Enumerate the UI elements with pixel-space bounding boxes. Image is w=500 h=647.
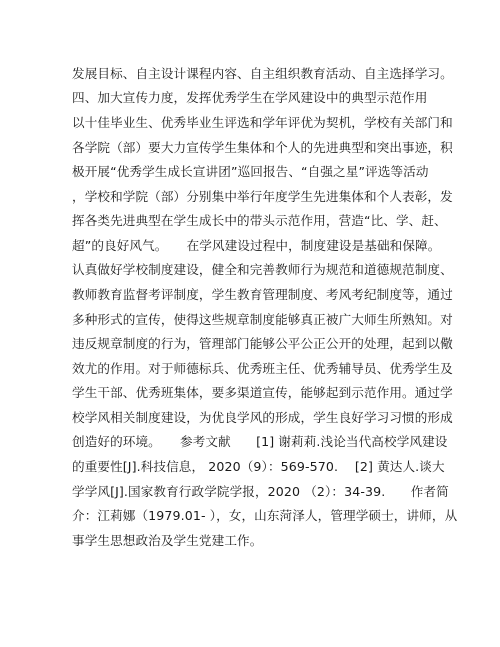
text-line: 违反规章制度的行为，管理部门能够公平公正公开的处理，起到以儆 xyxy=(72,336,453,351)
text-line: 挥各类先进典型在学生成长中的带头示范作用，营造“比、学、赶、 xyxy=(72,213,447,228)
text-line: 发展目标、自主设计课程内容、自主组织教育活动、自主选择学习。 xyxy=(72,66,453,81)
author-bio-line: 介：江莉娜（1979.01- ），女，山东菏泽人，管理学硕士，讲师，从 xyxy=(72,508,458,523)
text-line: 认真做好学校制度建设，健全和完善教师行为规范和道德规范制度、 xyxy=(72,262,453,277)
reference-line: 的重要性[J].科技信息， 2020（9）：569-570. [2] 黄达人.谈大 xyxy=(72,459,445,474)
text-line: 各学院（部）要大力宣传学生集体和个人的先进典型和突出事迹，积 xyxy=(72,140,453,155)
text-line: ，学校和学院（部）分别集中举行年度学生先进集体和个人表彰，发 xyxy=(72,189,453,204)
text-line: 超”的良好风气。 在学风建设过程中，制度建设是基础和保障。 xyxy=(72,238,441,253)
text-line: 学生干部、优秀班集体，要多渠道宣传，能够起到示范作用。通过学 xyxy=(72,385,453,400)
text-line: 效尤的作用。对于师德标兵、优秀班主任、优秀辅导员、优秀学生及 xyxy=(72,361,453,376)
text-line: 多种形式的宣传，使得这些规章制度能够真正被广大师生所熟知。对 xyxy=(72,312,453,327)
text-line: 以十佳毕业生、优秀毕业生评选和学年评优为契机，学校有关部门和 xyxy=(72,115,453,130)
reference-line: 学学风[J].国家教育行政学院学报，2020 （2）：34-39. 作者简 xyxy=(72,484,449,499)
text-line: 教师教育监督考评制度，学生教育管理制度、考风考纪制度等，通过 xyxy=(72,287,453,302)
section-heading: 四、加大宣传力度，发挥优秀学生在学风建设中的典型示范作用 xyxy=(72,90,428,105)
text-line: 校学风相关制度建设，为优良学风的形成，学生良好学习习惯的形成 xyxy=(72,410,453,425)
reference-line: 创造好的环境。 参考文献 [1] 谢莉莉.浅论当代高校学风建设 xyxy=(72,434,448,449)
text-line: 极开展“优秀学生成长宣讲团”巡回报告、“自强之星”评选等活动 xyxy=(72,164,429,179)
author-bio-line: 事学生思想政治及学生党建工作。 xyxy=(72,533,263,548)
